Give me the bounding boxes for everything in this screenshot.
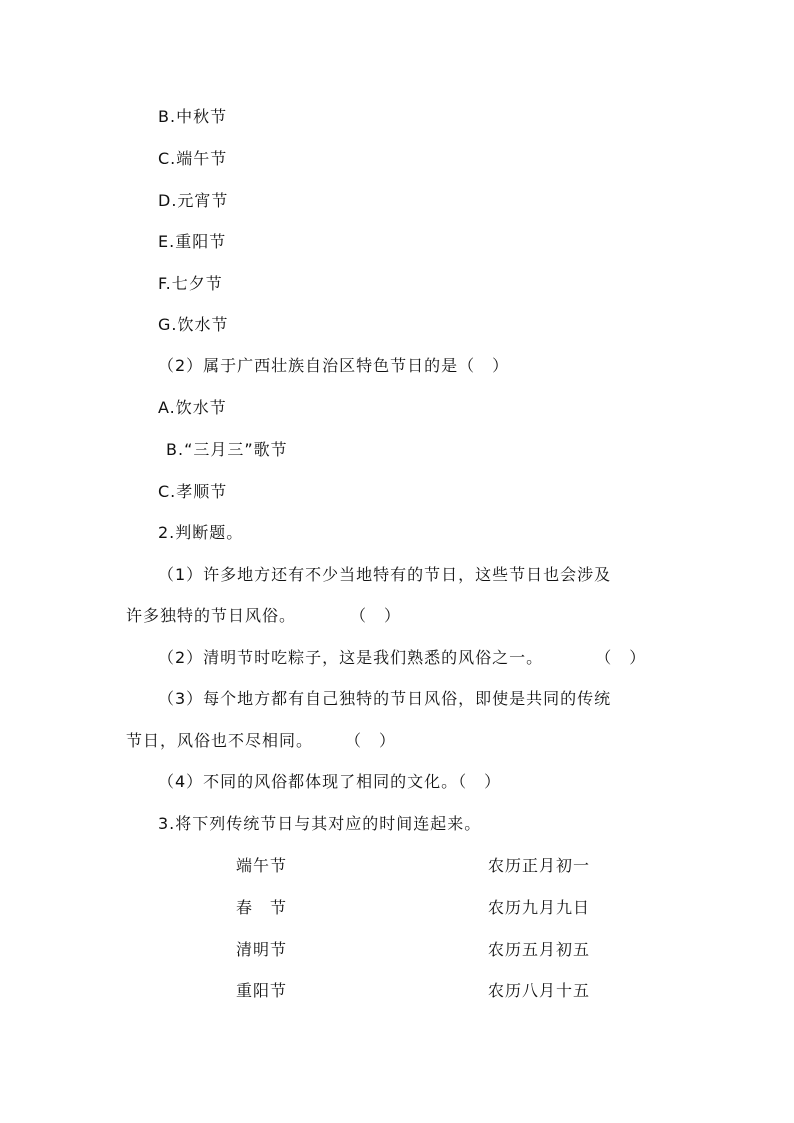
festival-item: 重阳节 xyxy=(236,981,288,1000)
sub-question-2-prompt: （2）属于广西壮族自治区特色节日的是（ ） xyxy=(158,356,510,375)
option-b: B.中秋节 xyxy=(158,107,228,126)
statement-1-text: 许多独特的节日风俗。 xyxy=(126,606,297,625)
sub2-option-b: B.“三月三”歌节 xyxy=(166,440,288,459)
option-f: F.七夕节 xyxy=(158,274,223,293)
statement-1-line-2 xyxy=(126,605,401,627)
statement-2 xyxy=(158,647,646,669)
statement-4: （4）不同的风俗都体现了相同的文化。（ ） xyxy=(158,772,502,791)
statement-3-text: 节日，风俗也不尽相同。 xyxy=(126,731,314,750)
question-2-title: 2.判断题。 xyxy=(158,523,244,542)
option-g: G.饮水节 xyxy=(158,315,229,334)
sub2-option-a: A.饮水节 xyxy=(158,398,227,417)
festival-item: 端午节 xyxy=(236,856,288,875)
question-3-title: 3.将下列传统节日与其对应的时间连起来。 xyxy=(158,814,482,833)
option-e: E.重阳节 xyxy=(158,232,227,251)
festival-item: 春 节 xyxy=(236,898,288,917)
statement-3-line-2 xyxy=(126,730,396,752)
statement-1-line-1: （1）许多地方还有不少当地特有的节日，这些节日也会涉及 xyxy=(158,565,612,584)
option-d: D.元宵节 xyxy=(158,191,229,210)
answer-blank[interactable]: （ ） xyxy=(350,606,402,625)
answer-blank[interactable]: （ ） xyxy=(345,731,397,750)
date-item: 农历九月九日 xyxy=(488,898,591,917)
date-item: 农历八月十五 xyxy=(488,981,591,1000)
option-c: C.端午节 xyxy=(158,149,228,168)
sub2-option-c: C.孝顺节 xyxy=(158,482,228,501)
statement-2-text: （2）清明节时吃粽子，这是我们熟悉的风俗之一。 xyxy=(158,648,544,667)
festival-item: 清明节 xyxy=(236,940,288,959)
answer-blank[interactable]: （ ） xyxy=(595,648,647,667)
date-item: 农历五月初五 xyxy=(488,940,591,959)
date-item: 农历正月初一 xyxy=(488,856,591,875)
statement-3-line-1: （3）每个地方都有自己独特的节日风俗，即使是共同的传统 xyxy=(158,689,612,708)
